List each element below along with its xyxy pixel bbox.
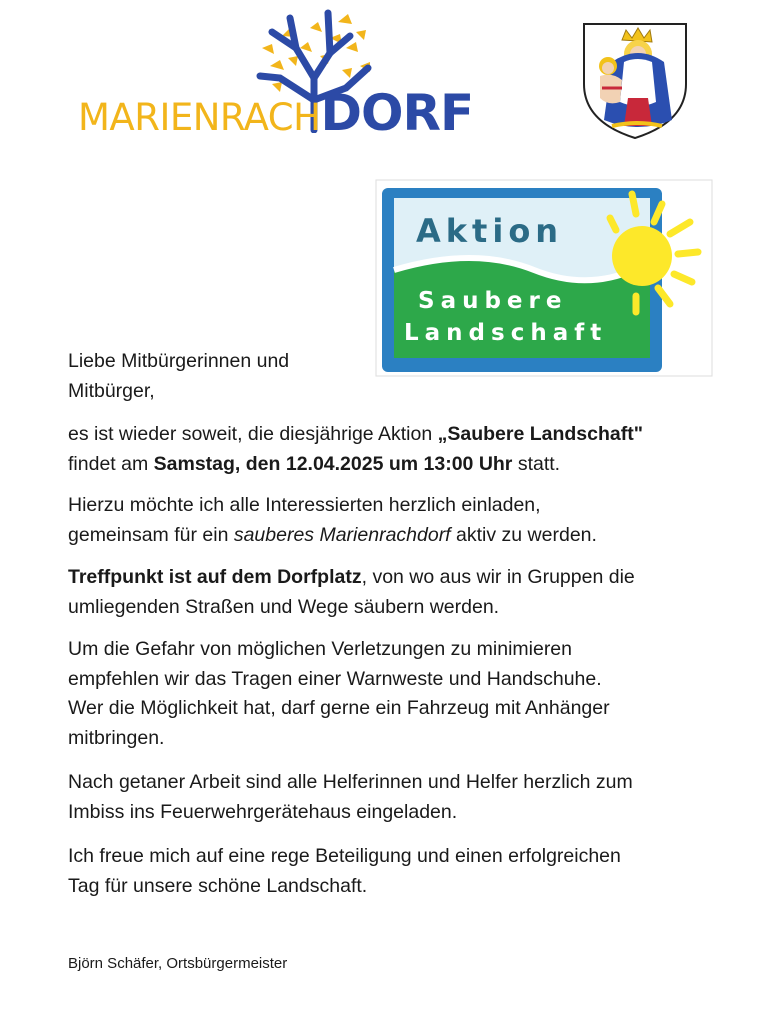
logo-text-marienrach: MARIENRACH — [78, 96, 321, 139]
p1-text-c: findet am — [68, 452, 154, 475]
p6-line1: Ich freue mich auf eine rege Beteiligung und einen erfolgreichen — [68, 845, 621, 867]
marienrachdorf-logo — [72, 8, 482, 143]
meeting-point: Treffpunkt ist auf dem Dorfplatz — [68, 566, 362, 588]
logo-wordmark — [78, 84, 474, 142]
aktion-subtitle-line2: Landschaft — [404, 320, 608, 346]
p4-line4: mitbringen. — [68, 726, 165, 749]
p3-text-b: , von wo aus wir in Gruppen die — [361, 566, 635, 588]
coat-of-arms — [582, 22, 688, 140]
greeting — [68, 347, 368, 406]
p2-line1: Hierzu möchte ich alle Interessierten herzlich einladen, — [68, 494, 541, 516]
event-name: „Saubere Landschaft" — [437, 423, 643, 445]
p4-line1: Um die Gefahr von möglichen Verletzungen zu minimieren — [68, 638, 573, 660]
p2-text-b: gemeinsam für ein — [68, 523, 234, 546]
p3-line2: umliegenden Straßen und Wege säubern werden. — [68, 595, 500, 618]
event-date: Samstag, den 12.04.2025 um 13:00 Uhr — [153, 452, 513, 475]
paragraph-meeting-point — [68, 563, 728, 622]
paragraph-invitation — [68, 491, 728, 550]
aktion-saubere-landschaft-logo — [374, 178, 714, 378]
logo-text-dorf: DORF — [320, 84, 474, 142]
greeting-line2: Mitbürger, — [68, 379, 155, 402]
p5-line2: Imbiss ins Feuerwehrgerätehaus eingeladen. — [68, 800, 458, 823]
p5-line1: Nach getaner Arbeit sind alle Helferinnen und Helfer herzlich zum — [68, 771, 633, 793]
aktion-logo-graphic — [374, 178, 714, 378]
p4-line3: Wer die Möglichkeit hat, darf gerne ein Fahrzeug mit Anhänger — [68, 697, 610, 719]
paragraph-safety — [68, 635, 728, 753]
p4-line2: empfehlen wir das Tragen einer Warnweste und Handschuhe. — [68, 667, 602, 690]
paragraph-closing — [68, 842, 728, 901]
p2-italic: sauberes Marienrachdorf — [233, 523, 451, 546]
p2-text-d: aktiv zu werden. — [450, 523, 597, 546]
aktion-subtitle-line1: Saubere — [418, 288, 568, 314]
paragraph-announcement — [68, 420, 728, 479]
aktion-title: Aktion — [416, 212, 564, 250]
madonna-crest-icon — [582, 22, 688, 140]
signature: Björn Schäfer, Ortsbürgermeister — [68, 955, 288, 972]
greeting-line1: Liebe Mitbürgerinnen und — [68, 350, 290, 372]
paragraph-snack — [68, 768, 728, 827]
p1-text-a: es ist wieder soweit, die diesjährige Aktion — [68, 423, 438, 445]
p6-line2: Tag für unsere schöne Landschaft. — [68, 874, 368, 897]
p1-text-e: statt. — [512, 452, 561, 475]
